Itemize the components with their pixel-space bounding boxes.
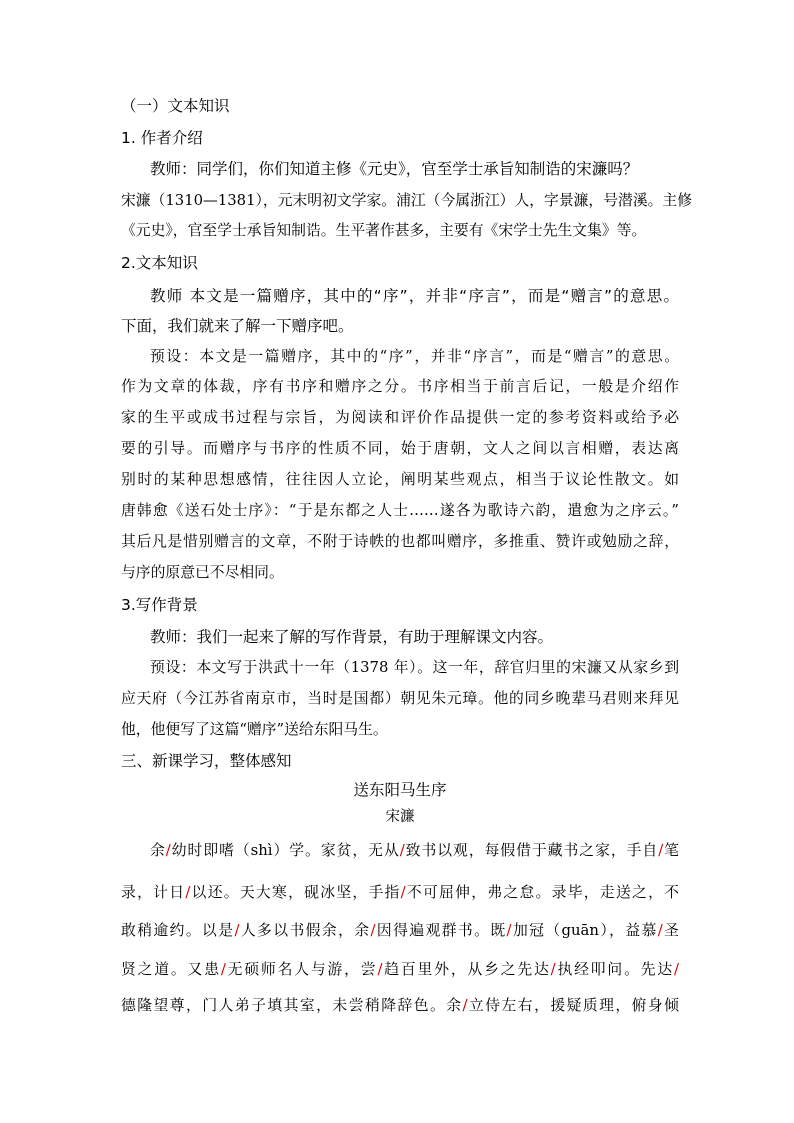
preset-line-7: 其后凡是惜别赠言的文章，不附于诗帙的也都叫赠序，多推重、赞许或勉励之辞， — [121, 533, 679, 550]
pause-mark: / — [658, 842, 664, 859]
pause-mark: / — [399, 842, 405, 859]
preset-line-1: 预设：本文是一篇赠序，其中的“序”，并非“序言”，而是“赠言”的意思。 — [150, 348, 679, 365]
essay-fragment: 无硕师名人与游，尝 — [225, 961, 378, 978]
essay-line-4 — [121, 960, 679, 980]
pause-mark: / — [370, 922, 376, 939]
pause-mark: / — [462, 997, 468, 1014]
essay-fragment: 德隆望尊，门人弟子填其室，未尝稍降辞色。余 — [121, 997, 463, 1014]
essay-fragment: 致书以观，每假借于藏书之家，手自 — [404, 842, 659, 859]
essay-fragment: 趋百里外，从乡之先达 — [382, 961, 551, 978]
essay-fragment: 因得遍观群书。既 — [375, 922, 507, 939]
background-preset-line-3: 他，他便写了这篇“赠序”送给东阳马生。 — [121, 721, 388, 738]
essay-title: 送东阳马生序 — [353, 781, 447, 799]
heading-writing-background: 3.写作背景 — [121, 596, 198, 614]
essay-fragment: 圣 — [662, 922, 679, 939]
essay-fragment: 余 — [150, 842, 166, 859]
pause-mark: / — [657, 922, 663, 939]
essay-fragment: 敢稍逾约。以是 — [121, 922, 235, 939]
preset-line-2: 作为文章的体裁，序有书序和赠序之分。书序相当于前言后记，一般是介绍作 — [121, 378, 679, 395]
essay-fragment: 执经叩问。先达 — [555, 961, 674, 978]
preset-line-5: 别时的某种思想感情，往往因人立论，阐明某些观点，相当于议论性散文。如 — [121, 471, 679, 488]
essay-fragment: 不可屈伸，弗之怠。录毕，走送之，不 — [405, 884, 679, 901]
essay-fragment: 人多以书假余，余 — [239, 922, 371, 939]
preset-line-3: 家的生平或成书过程与宗旨，为阅读和评价作品提供一定的参考资料或给予必 — [121, 409, 679, 426]
background-preset-line-2: 应天府（今江苏省南京市，当时是国都）朝见朱元璋。他的同乡晚辈马君则来拜见 — [121, 690, 679, 707]
heading-author-intro: 1. 作者介绍 — [121, 129, 203, 147]
pause-mark: / — [377, 961, 383, 978]
preset-line-6: 唐韩愈《送石处士序》：“于是东都之人士……遂各为歌诗六韵，遣愈为之序云。” — [121, 502, 679, 519]
pause-mark: / — [506, 922, 512, 939]
essay-line-3 — [121, 921, 679, 941]
pause-mark: / — [165, 842, 171, 859]
preset-line-8: 与序的原意已不尽相同。 — [121, 564, 284, 581]
pause-mark: / — [550, 961, 556, 978]
text-teacher-line-2: 下面，我们就来了解一下赠序吧。 — [121, 317, 354, 335]
section-heading-text-knowledge: （一）文本知识 — [121, 97, 230, 115]
essay-fragment: 立侍左右，援疑质理，俯身倾 — [467, 997, 679, 1014]
essay-fragment: 以还。天大寒，砚冰坚，手指 — [190, 884, 401, 901]
pause-mark: / — [400, 884, 406, 901]
author-answer-line-1: 宋濂（1310—1381），元末明初文学家。浦江（今属浙江）人，字景濂，号潜溪。主修 — [121, 192, 693, 209]
essay-line-1 — [150, 841, 679, 861]
background-teacher: 教师：我们一起来了解的写作背景，有助于理解课文内容。 — [150, 628, 554, 646]
pause-mark: / — [234, 922, 240, 939]
essay-author: 宋濂 — [385, 809, 415, 825]
essay-fragment: 录，计日 — [121, 884, 186, 901]
pause-mark: / — [185, 884, 191, 901]
pause-mark: / — [673, 961, 679, 978]
essay-fragment: 幼时即嗜（shì）学。家贫，无从 — [170, 842, 400, 859]
essay-fragment: 贤之道。又患 — [121, 961, 221, 978]
essay-line-5 — [121, 996, 679, 1016]
essay-fragment: 笔 — [663, 842, 679, 859]
essay-fragment: 加冠（guān），益慕 — [511, 922, 658, 939]
text-teacher-line-1: 教师 本文是一篇赠序，其中的“序”，并非“序言”，而是“赠言”的意思。 — [150, 287, 679, 305]
author-answer-line-2: 《元史》，官至学士承旨知制诰。生平著作甚多，主要有《宋学士先生文集》等。 — [121, 222, 647, 239]
heading-text-knowledge: 2.文本知识 — [121, 254, 198, 272]
pause-mark: / — [220, 961, 226, 978]
section-heading-new-lesson: 三、新课学习，整体感知 — [121, 752, 292, 770]
preset-line-4: 要的引导。而赠序与书序的性质不同，始于唐朝，文人之间以言相赠，表达离 — [121, 440, 679, 457]
author-teacher-question: 教师：同学们，你们知道主修《元史》，官至学士承旨知制诰的宋濂吗？ — [150, 160, 639, 178]
background-preset-line-1: 预设：本文写于洪武十一年（1378 年）。这一年，辞官归里的宋濂又从家乡到 — [150, 659, 679, 676]
essay-line-2 — [121, 883, 679, 903]
